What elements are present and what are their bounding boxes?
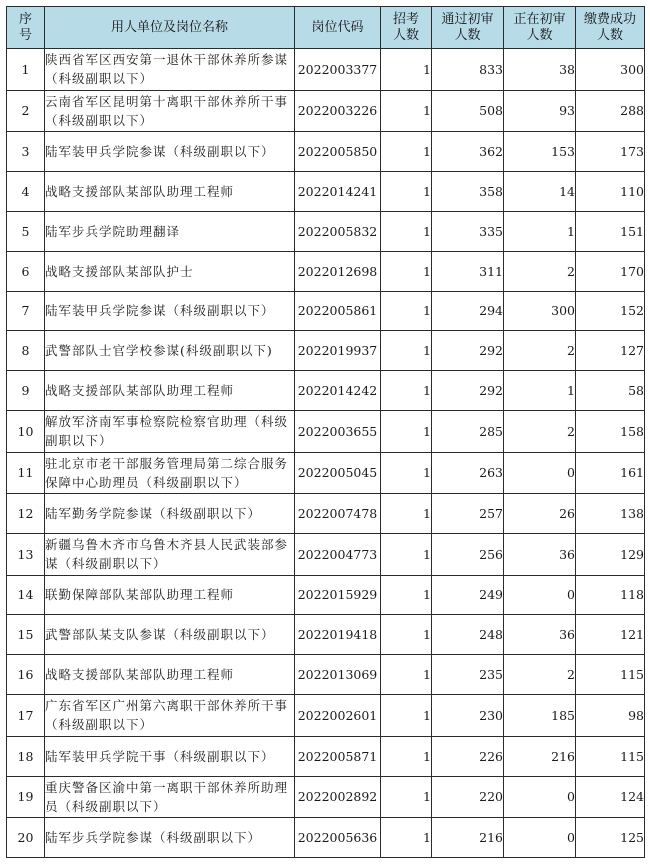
cell-pending: 38 [504,49,576,91]
cell-position-code: 2022014241 [295,171,381,211]
cell-quota: 1 [381,251,432,291]
table-row [7,171,645,211]
cell-pending: 2 [504,331,576,371]
header-paid-line-1: 缴费成功 [583,11,636,27]
cell-position-code: 2022005832 [295,211,381,251]
cell-quota: 1 [381,494,432,534]
cell-pending: 36 [504,534,576,576]
cell-position-code: 2022005045 [295,452,381,494]
header-passed-initial [432,7,504,49]
cell-unit-position: 驻北京市老干部服务管理局第二综合服务保障中心助理员（科级副职以下） [45,452,295,494]
table-row [7,90,645,132]
cell-index: 5 [7,211,45,251]
cell-unit-position: 陆军装甲兵学院参谋（科级副职以下） [45,132,295,172]
cell-passed: 311 [432,251,504,291]
cell-pending: 216 [504,736,576,776]
cell-quota: 1 [381,452,432,494]
cell-unit-position: 陆军步兵学院助理翻译 [45,211,295,251]
cell-quota: 1 [381,615,432,655]
cell-paid: 161 [576,452,645,494]
cell-quota: 1 [381,575,432,615]
cell-quota: 1 [381,291,432,331]
cell-pending: 300 [504,291,576,331]
cell-paid: 58 [576,371,645,411]
cell-passed: 248 [432,615,504,655]
applicant-statistics-table [6,6,645,858]
cell-pending: 2 [504,411,576,453]
cell-paid: 138 [576,494,645,534]
cell-position-code: 2022003226 [295,90,381,132]
cell-paid: 152 [576,291,645,331]
cell-pending: 1 [504,371,576,411]
header-row [7,7,645,49]
cell-quota: 1 [381,90,432,132]
cell-quota: 1 [381,371,432,411]
cell-paid: 118 [576,575,645,615]
header-quota-line-2: 人数 [392,27,419,43]
cell-passed: 216 [432,818,504,858]
cell-index: 13 [7,534,45,576]
cell-index: 12 [7,494,45,534]
cell-paid: 98 [576,695,645,737]
cell-pending: 0 [504,776,576,818]
cell-index: 18 [7,736,45,776]
cell-position-code: 2022002892 [295,776,381,818]
cell-paid: 129 [576,534,645,576]
cell-index: 6 [7,251,45,291]
header-passed-line-2: 人数 [454,27,481,43]
cell-quota: 1 [381,171,432,211]
cell-passed: 249 [432,575,504,615]
cell-quota: 1 [381,655,432,695]
cell-pending: 93 [504,90,576,132]
table-header [7,7,645,49]
cell-position-code: 2022015929 [295,575,381,615]
cell-unit-position: 战略支援部队某部队助理工程师 [45,371,295,411]
cell-quota: 1 [381,695,432,737]
cell-unit-position: 陆军勤务学院参谋（科级副职以下） [45,494,295,534]
cell-passed: 263 [432,452,504,494]
cell-pending: 26 [504,494,576,534]
table-row [7,251,645,291]
cell-paid: 115 [576,655,645,695]
cell-position-code: 2022003377 [295,49,381,91]
cell-quota: 1 [381,534,432,576]
cell-unit-position: 解放军济南军事检察院检察官助理（科级副职以下） [45,411,295,453]
cell-passed: 833 [432,49,504,91]
cell-passed: 230 [432,695,504,737]
header-index [7,7,45,49]
table-row [7,776,645,818]
header-quota-line-1: 招考 [392,11,419,27]
header-passed-line-1: 通过初审 [441,11,494,27]
cell-pending: 2 [504,655,576,695]
table-row [7,615,645,655]
cell-paid: 300 [576,49,645,91]
cell-index: 2 [7,90,45,132]
cell-index: 3 [7,132,45,172]
cell-position-code: 2022005871 [295,736,381,776]
cell-passed: 226 [432,736,504,776]
cell-unit-position: 重庆警备区渝中第一离职干部休养所助理员（科级副职以下） [45,776,295,818]
cell-pending: 185 [504,695,576,737]
cell-index: 10 [7,411,45,453]
cell-unit-position: 陆军装甲兵学院参谋（科级副职以下） [45,291,295,331]
header-paid-line-2: 人数 [596,27,623,43]
table-row [7,575,645,615]
cell-pending: 14 [504,171,576,211]
table-row [7,494,645,534]
cell-pending: 0 [504,452,576,494]
cell-unit-position: 云南省军区昆明第十离职干部休养所干事（科级副职以下） [45,90,295,132]
cell-position-code: 2022005636 [295,818,381,858]
cell-paid: 124 [576,776,645,818]
header-paid [576,7,645,49]
header-pending-initial [504,7,576,49]
cell-paid: 170 [576,251,645,291]
cell-unit-position: 武警部队某支队参谋（科级副职以下） [45,615,295,655]
header-pending-line-1: 正在初审 [513,11,566,27]
table-body [7,49,645,858]
cell-unit-position: 陕西省军区西安第一退休干部休养所参谋（科级副职以下） [45,49,295,91]
table-row [7,736,645,776]
cell-unit-position: 联勤保障部队某部队助理工程师 [45,575,295,615]
header-index-line-2: 号 [18,27,32,43]
cell-pending: 0 [504,818,576,858]
cell-paid: 115 [576,736,645,776]
cell-position-code: 2022014242 [295,371,381,411]
cell-passed: 508 [432,90,504,132]
table-row [7,411,645,453]
cell-unit-position: 广东省军区广州第六离职干部休养所干事（科级副职以下） [45,695,295,737]
table-row [7,534,645,576]
cell-quota: 1 [381,132,432,172]
cell-paid: 121 [576,615,645,655]
table-row [7,695,645,737]
cell-passed: 220 [432,776,504,818]
cell-passed: 358 [432,171,504,211]
cell-position-code: 2022019937 [295,331,381,371]
table-row [7,331,645,371]
cell-quota: 1 [381,49,432,91]
cell-passed: 335 [432,211,504,251]
header-unit-position: 用人单位及岗位名称 [45,7,295,49]
cell-position-code: 2022003655 [295,411,381,453]
table-row [7,49,645,91]
cell-passed: 292 [432,331,504,371]
header-pending-line-2: 人数 [526,27,553,43]
cell-pending: 2 [504,251,576,291]
cell-position-code: 2022002601 [295,695,381,737]
cell-position-code: 2022005861 [295,291,381,331]
cell-unit-position: 武警部队士官学校参谋(科级副职以下) [45,331,295,371]
cell-position-code: 2022013069 [295,655,381,695]
header-quota [381,7,432,49]
cell-unit-position: 陆军步兵学院参谋（科级副职以下） [45,818,295,858]
cell-paid: 151 [576,211,645,251]
cell-quota: 1 [381,411,432,453]
cell-quota: 1 [381,331,432,371]
cell-passed: 285 [432,411,504,453]
cell-passed: 257 [432,494,504,534]
cell-index: 17 [7,695,45,737]
cell-index: 9 [7,371,45,411]
cell-index: 16 [7,655,45,695]
cell-pending: 1 [504,211,576,251]
table-row [7,132,645,172]
cell-passed: 362 [432,132,504,172]
cell-position-code: 2022005850 [295,132,381,172]
table-row [7,655,645,695]
cell-index: 20 [7,818,45,858]
cell-position-code: 2022012698 [295,251,381,291]
table-row [7,452,645,494]
cell-position-code: 2022004773 [295,534,381,576]
cell-quota: 1 [381,211,432,251]
cell-unit-position: 战略支援部队某部队护士 [45,251,295,291]
cell-passed: 294 [432,291,504,331]
cell-paid: 110 [576,171,645,211]
cell-index: 19 [7,776,45,818]
cell-paid: 158 [576,411,645,453]
cell-index: 8 [7,331,45,371]
cell-index: 11 [7,452,45,494]
cell-quota: 1 [381,818,432,858]
table-row [7,211,645,251]
cell-index: 14 [7,575,45,615]
cell-index: 7 [7,291,45,331]
cell-pending: 36 [504,615,576,655]
cell-index: 1 [7,49,45,91]
cell-position-code: 2022019418 [295,615,381,655]
table-row [7,371,645,411]
table-row [7,818,645,858]
cell-paid: 288 [576,90,645,132]
cell-paid: 125 [576,818,645,858]
cell-passed: 256 [432,534,504,576]
header-position-code: 岗位代码 [295,7,381,49]
cell-pending: 0 [504,575,576,615]
cell-quota: 1 [381,736,432,776]
table-row [7,291,645,331]
cell-passed: 292 [432,371,504,411]
cell-unit-position: 新疆乌鲁木齐市乌鲁木齐县人民武装部参谋（科级副职以下） [45,534,295,576]
cell-unit-position: 战略支援部队某部队助理工程师 [45,171,295,211]
cell-unit-position: 陆军装甲兵学院干事（科级副职以下） [45,736,295,776]
cell-unit-position: 战略支援部队某部队助理工程师 [45,655,295,695]
cell-paid: 173 [576,132,645,172]
cell-position-code: 2022007478 [295,494,381,534]
cell-passed: 235 [432,655,504,695]
cell-index: 4 [7,171,45,211]
cell-paid: 127 [576,331,645,371]
cell-index: 15 [7,615,45,655]
cell-pending: 153 [504,132,576,172]
cell-quota: 1 [381,776,432,818]
header-index-line-1: 序 [18,11,32,27]
